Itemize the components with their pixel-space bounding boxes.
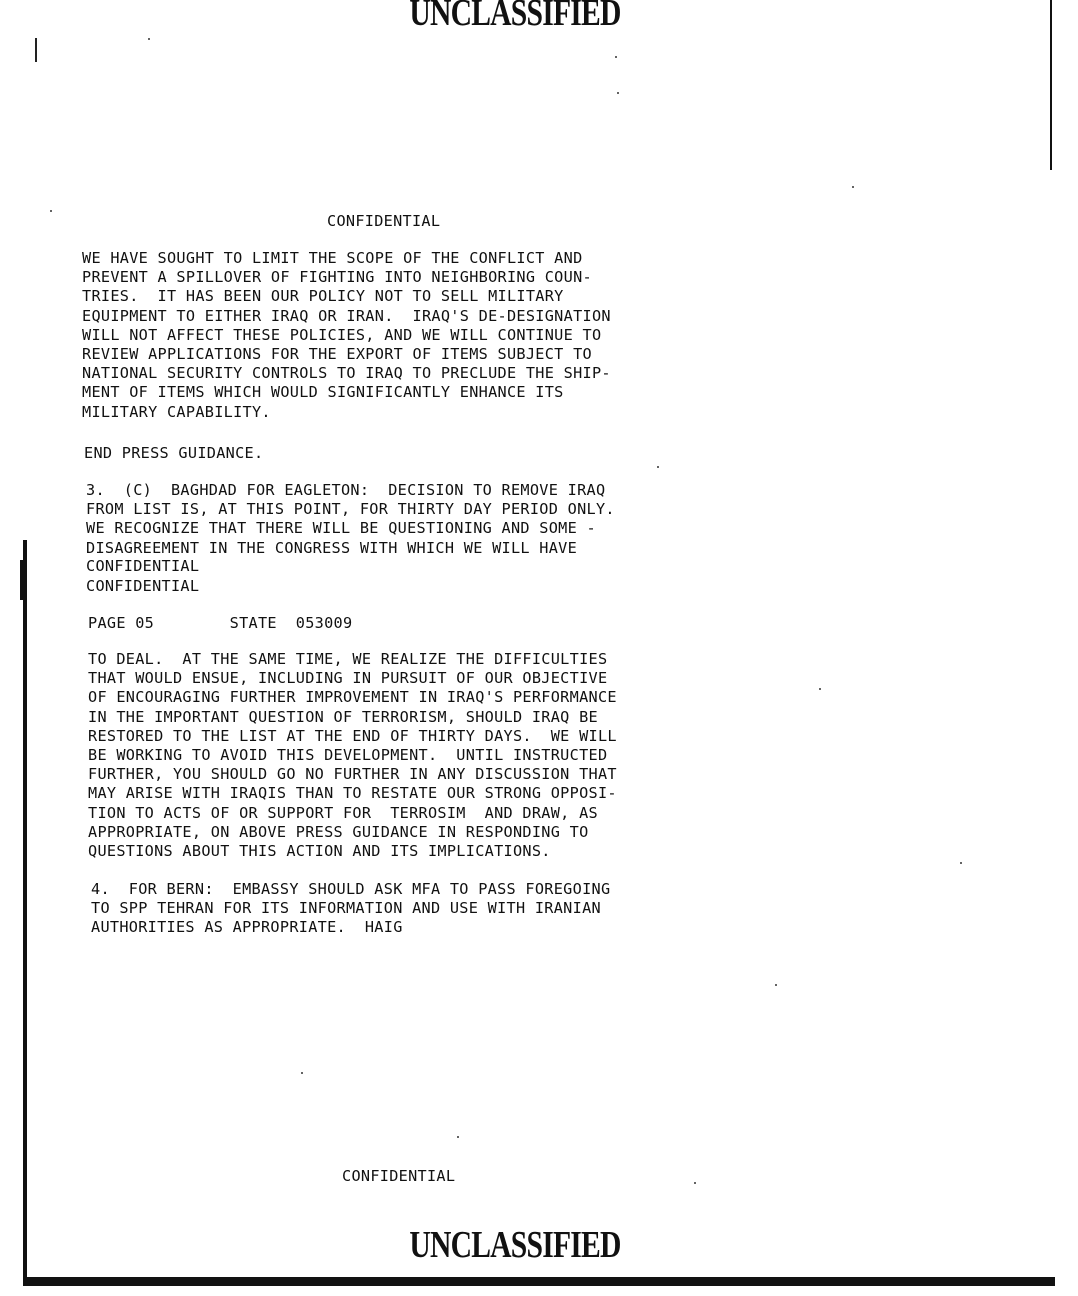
scan-speck <box>457 1136 459 1138</box>
footer-confidential-marking: CONFIDENTIAL <box>342 1167 456 1185</box>
header-confidential-marking: CONFIDENTIAL <box>327 212 441 230</box>
scan-speck <box>694 1182 696 1184</box>
left-margin-mark <box>20 560 26 600</box>
scan-speck <box>819 688 821 690</box>
scan-speck <box>301 1072 303 1074</box>
classification-bottom-stamp: UNCLASSIFIED <box>409 1224 621 1266</box>
scan-speck <box>775 984 777 986</box>
paragraph-4-bern: 4. FOR BERN: EMBASSY SHOULD ASK MFA TO PASS FOREGOING TO SPP TEHRAN FOR ITS INFORMATION AND USE WITH IRANIAN AUTHORITIES AS APPROPRIATE. HAIG <box>91 880 611 937</box>
page-header: PAGE 05 STATE 053009 <box>88 614 353 632</box>
paragraph-policy: WE HAVE SOUGHT TO LIMIT THE SCOPE OF THE CONFLICT AND PREVENT A SPILLOVER OF FIGHTING INTO NEIGHBORING COUN- TRIES. IT HAS BEEN OUR POLICY NOT TO SELL MILITARY EQUIPMENT TO EITHER IRAQ OR IRAN. IRAQ'S DE-DESIGNATION WILL NOT AFFECT THESE POLICIES, AND WE WILL CONTINUE TO REVIEW APPLICATIONS FOR THE EXPORT OF ITEMS SUBJECT TO NATIONAL SECURITY CONTROLS TO IRAQ TO PRECLUDE THE SHIP- MENT OF ITEMS WHICH WOULD SIGNIFICANTLY ENHANCE ITS MILITARY CAPABILITY. <box>82 249 611 421</box>
scan-speck <box>50 210 52 212</box>
right-margin-rule <box>1050 0 1052 170</box>
confidential-line-1: CONFIDENTIAL <box>86 557 200 575</box>
paragraph-3-baghdad: 3. (C) BAGHDAD FOR EAGLETON: DECISION TO REMOVE IRAQ FROM LIST IS, AT THIS POINT, FOR THIRTY DAY PERIOD ONLY. WE RECOGNIZE THAT THERE WILL BE QUESTIONING AND SOME - DISAGREEMENT IN THE CONGRESS WITH WHICH WE WILL HAVE <box>86 481 615 557</box>
scan-speck <box>657 466 659 468</box>
left-margin-rule <box>23 540 27 1285</box>
confidential-line-2: CONFIDENTIAL <box>86 577 200 595</box>
scan-speck <box>148 38 150 40</box>
scan-speck <box>852 186 854 188</box>
scan-artifact-mark <box>35 38 37 62</box>
scan-speck <box>615 56 617 58</box>
scan-speck <box>617 92 619 94</box>
bottom-margin-rule <box>23 1277 1055 1286</box>
end-press-guidance: END PRESS GUIDANCE. <box>84 444 264 462</box>
classification-top-stamp: UNCLASSIFIED <box>409 0 621 34</box>
paragraph-continuation: TO DEAL. AT THE SAME TIME, WE REALIZE THE DIFFICULTIES THAT WOULD ENSUE, INCLUDING IN PURSUIT OF OUR OBJECTIVE OF ENCOURAGING FURTHER IMPROVEMENT IN IRAQ'S PERFORMANCE IN THE IMPORTANT QUESTION OF TERRORISM, SHOULD IRAQ BE RESTORED TO THE LIST AT THE END OF THIRTY DAYS. WE WILL BE WORKING TO AVOID THIS DEVELOPMENT. UNTIL INSTRUCTED FURTHER, YOU SHOULD GO NO FURTHER IN ANY DISCUSSION THAT MAY ARISE WITH IRAQIS THAN TO RESTATE OUR STRONG OPPOSI- TION TO ACTS OF OR SUPPORT FOR TERROSIM AND DRAW, AS APPROPRIATE, ON ABOVE PRESS GUIDANCE IN RESPONDING TO QUESTIONS ABOUT THIS ACTION AND ITS IMPLICATIONS. <box>88 650 617 861</box>
scan-speck <box>960 862 962 864</box>
